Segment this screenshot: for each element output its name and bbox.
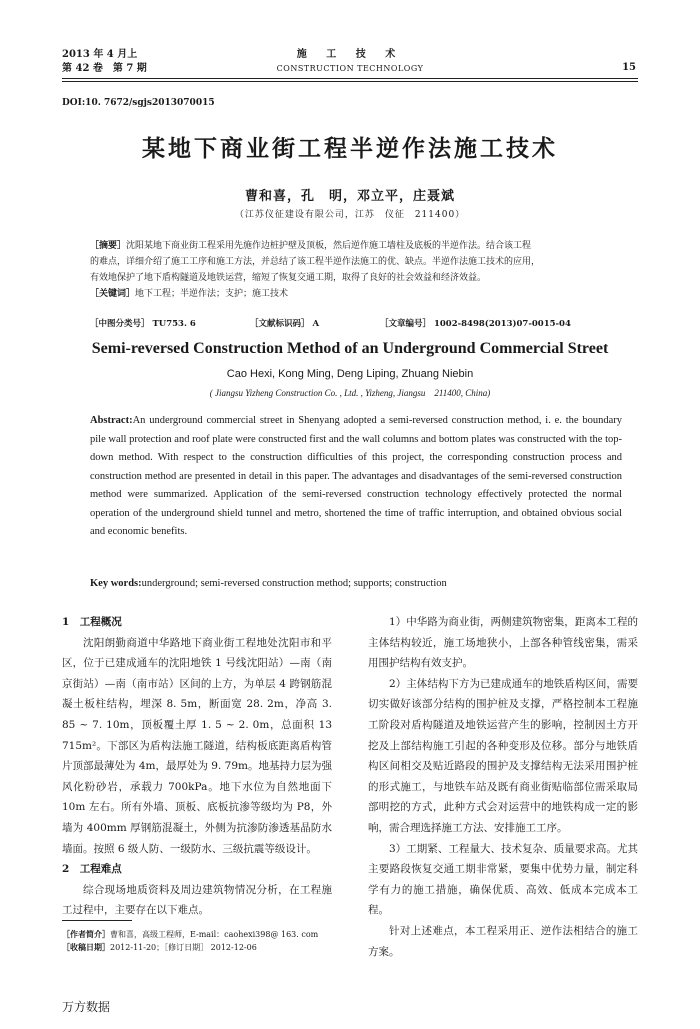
journal-name-en: CONSTRUCTION TECHNOLOGY (276, 64, 424, 73)
section-1-paragraph: 沈阳朗勤商道中华路地下商业街工程地处沈阳市和平区，位于已建成通车的沈阳地铁 1 号线沈阳站）—南（南京街站）—南（南市站）区间的上方，为单层 4 跨钢筋混凝土板柱结构，埋深 8. 5m，断面宽 28. 2m，净高 3. 85 ~ 7. 10m，顶板覆土厚 1. 5 ~ 2. 0m，总面积 13 715m²。下部区为盾构法施工隧道，结构板底距离盾构管片顶部最薄处为 4m，最厚处为 9. 79m。地基持力层为强风化粉砂岩，承载力 700kPa。地下水位为自然地面下 10m 左右。所有外墙、顶板、底板抗渗等级均为 P8，外墙为 400mm 厚钢筋混凝土，外侧为抗渗防渗透基晶防水墙面。按照 6 级人防、一级防水、三级抗震等级设计。 (62, 636, 332, 855)
page-number: 15 (622, 62, 636, 73)
abstract-cn (90, 238, 620, 302)
issue-volume: 第 42 卷 第 7 期 (62, 63, 147, 74)
affiliation-cn: （江苏仪征建设有限公司，江苏 仪征 211400） (234, 210, 466, 220)
body-left-column (62, 612, 332, 921)
body-right-column (368, 612, 638, 962)
difficulty-3: 3）工期紧、工程量大、技术复杂、质量要求高。尤其主要路段恢复交通工期非常紧，要集中优势力量，制定科学有力的施工措施，确保优质、高效、低成本完成本工程。 (368, 842, 638, 917)
difficulty-2: 2）主体结构下方为已建成通车的地铁盾构区间，需要切实做好该部分结构的围护桩及支撑，严格控制本工程施工阶段对盾构隧道及地铁运营产生的影响，控制因土方开挖及上部结构施工引起的各种变形及位移。部分与地铁盾构区间相交及贴近路段的围护及支撑结构无法采用围护桩的形式施工，与地铁车站及既有商业街贴临部位需采取局部明挖的方式，此种方式会对运营中的地铁构成一定的影响，需合理选择施工方法、安排施工工序。 (368, 677, 638, 834)
journal-name (250, 48, 450, 76)
section-heading-1: 1 工程概况 (62, 616, 122, 628)
keywords-cn-label: ［关键词］ (90, 289, 136, 299)
keywords-cn-text: 地下工程；半逆作法；支护；施工技术 (135, 289, 289, 299)
clc-number: ［中图分类号］ TU753. 6 (90, 319, 196, 329)
section-2-paragraph: 综合现场地质资料及周边建筑物情况分析，在工程施工过程中，主要存在以下难点。 (62, 883, 332, 917)
header-rule (62, 78, 638, 79)
difficulty-1: 1）中华路为商业街，两侧建筑物密集，距离本工程的主体结构较近，施工场地狭小，上部各种管线密集，需采用围护结构有效支护。 (368, 616, 638, 670)
source-watermark: 万方数据 (62, 1000, 111, 1014)
abstract-cn-line-1: ［摘要］沈阳某地下商业街工程采用先施作边桩护壁及顶板，然后逆作施工墙柱及底板的半逆作法。结合该工程 (90, 241, 532, 251)
document-code: ［文献标识码］ A (250, 319, 320, 329)
abstract-en-label: Abstract: (90, 415, 133, 426)
abstract-cn-line-3: 有效地保护了地下盾构隧道及地铁运营，缩短了恢复交通工期，取得了良好的社会效益和经济效益。 (90, 273, 487, 283)
abstract-cn-label: ［摘要］ (90, 241, 127, 251)
abstract-cn-line-2: 的难点，详细介绍了施工工序和施工方法，并总结了该工程半逆作法施工的优、缺点。半逆作法施工技术的应用， (90, 257, 541, 267)
author-bio: ［作者简介］曹和喜，高级工程师，E-mail：caohexi398@ 163. com (62, 929, 319, 939)
keywords-en (90, 578, 622, 589)
received-date: ［收稿日期］2012-11-20；［修订日期］ 2012-12-06 (62, 942, 257, 952)
footnote (62, 928, 342, 954)
title-cn: 某地下商业街工程半逆作法施工技术 (142, 135, 558, 162)
authors-cn: 曹和喜，孔 明，邓立平，庄聂斌 (244, 189, 455, 204)
keywords-en-text: underground; semi-reversed construction method; supports; construction (141, 578, 447, 589)
issue-info (62, 48, 147, 76)
title-en: Semi-reversed Construction Method of an Underground Commercial Street (91, 340, 609, 357)
abstract-en (90, 412, 622, 542)
doi: DOI:10. 7672/sgjs2013070015 (62, 98, 215, 108)
keywords-en-label: Key words: (90, 578, 142, 589)
journal-name-cn: 施 工 技 术 (296, 49, 404, 60)
footnote-rule (62, 920, 132, 921)
solution-paragraph: 针对上述难点，本工程采用正、逆作法相结合的施工方案。 (368, 924, 638, 958)
section-heading-2: 2 工程难点 (62, 863, 122, 876)
article-number: ［文章编号］ 1002-8498(2013)07-0015-04 (380, 319, 571, 329)
affiliation-en: ( Jiangsu Yizheng Construction Co. , Ltd. , Yizheng, Jiangsu 211400, China) (209, 388, 491, 398)
issue-date: 2013 年 4 月上 (62, 49, 138, 60)
authors-en: Cao Hexi, Kong Ming, Deng Liping, Zhuang Niebin (226, 368, 474, 380)
abstract-en-text: An underground commercial street in Shenyang adopted a semi-reversed construction method, i. e. the boundary pile wall protection and roof plate were constructed first and the wall columns and bottom plates was constructed with the top-down method. With respect to the construction difficulties of this project, the corresponding construction process and construction method are presented in detail in this paper. The advantages and disadvantages of the semi-reversed construction method were summarized. Application of the semi-reversed construction technology effectively protected the normal operation of the underground shield tunnel and metro, shortened the time of traffic interruption, and obtained obvious social and economic benefits. (90, 415, 622, 537)
header-rule-thin (62, 81, 638, 82)
keywords-cn (90, 286, 620, 302)
